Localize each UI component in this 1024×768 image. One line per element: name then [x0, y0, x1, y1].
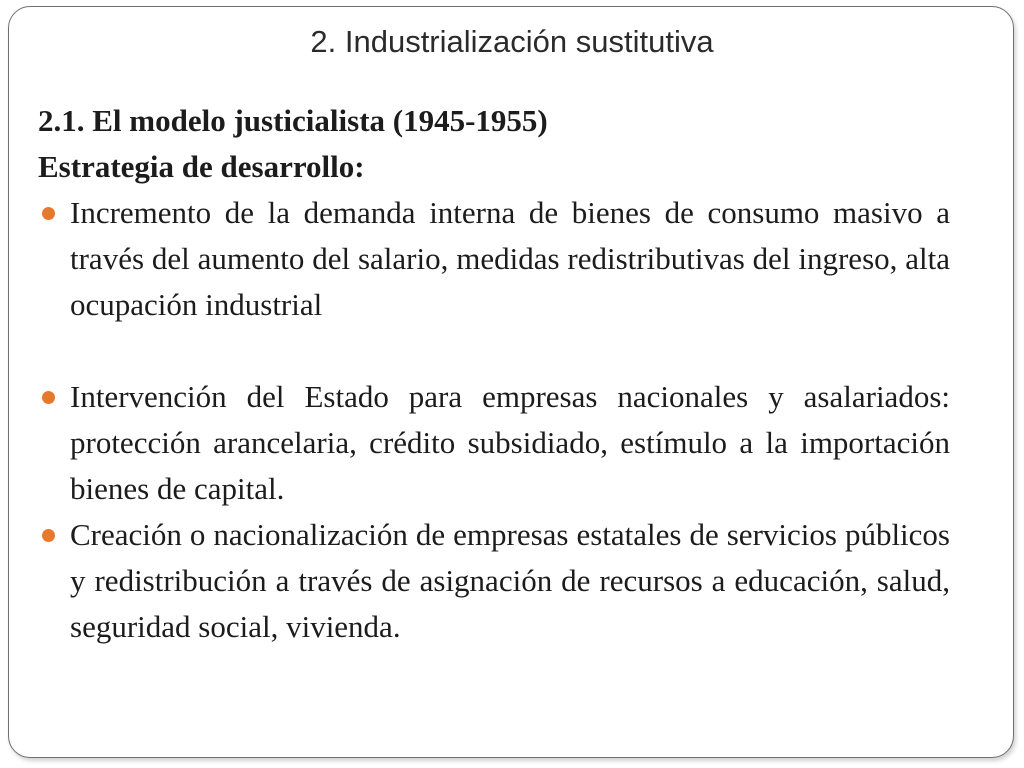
subtitle-heading: 2.1. El modelo justicialista (1945-1955) — [38, 103, 548, 138]
bullet-dot-icon — [42, 529, 55, 542]
bullet-dot-icon — [42, 207, 55, 220]
bullet-item — [38, 374, 950, 512]
section-heading: Estrategia de desarrollo: — [38, 149, 365, 184]
slide-content — [38, 98, 950, 650]
bullet-list — [38, 190, 950, 650]
bullet-text: Creación o nacionalización de empresas estatales de servicios públicos y redistribución a través de asignación de recursos a educación, salud, seguridad social, vivienda. — [70, 517, 950, 644]
bullet-text: Intervención del Estado para empresas nacionales y asalariados: protección arancelaria, crédito subsidiado, estímulo a la importación bienes de capital. — [70, 379, 950, 506]
slide-title: 2. Industrialización sustitutiva — [310, 24, 714, 59]
bullet-item — [38, 512, 950, 650]
bullet-dot-icon — [42, 391, 55, 404]
bullet-item — [38, 190, 950, 328]
bullet-text: Incremento de la demanda interna de bienes de consumo masivo a través del aumento del salario, medidas redistributivas del ingreso, alta ocupación industrial — [70, 195, 950, 322]
